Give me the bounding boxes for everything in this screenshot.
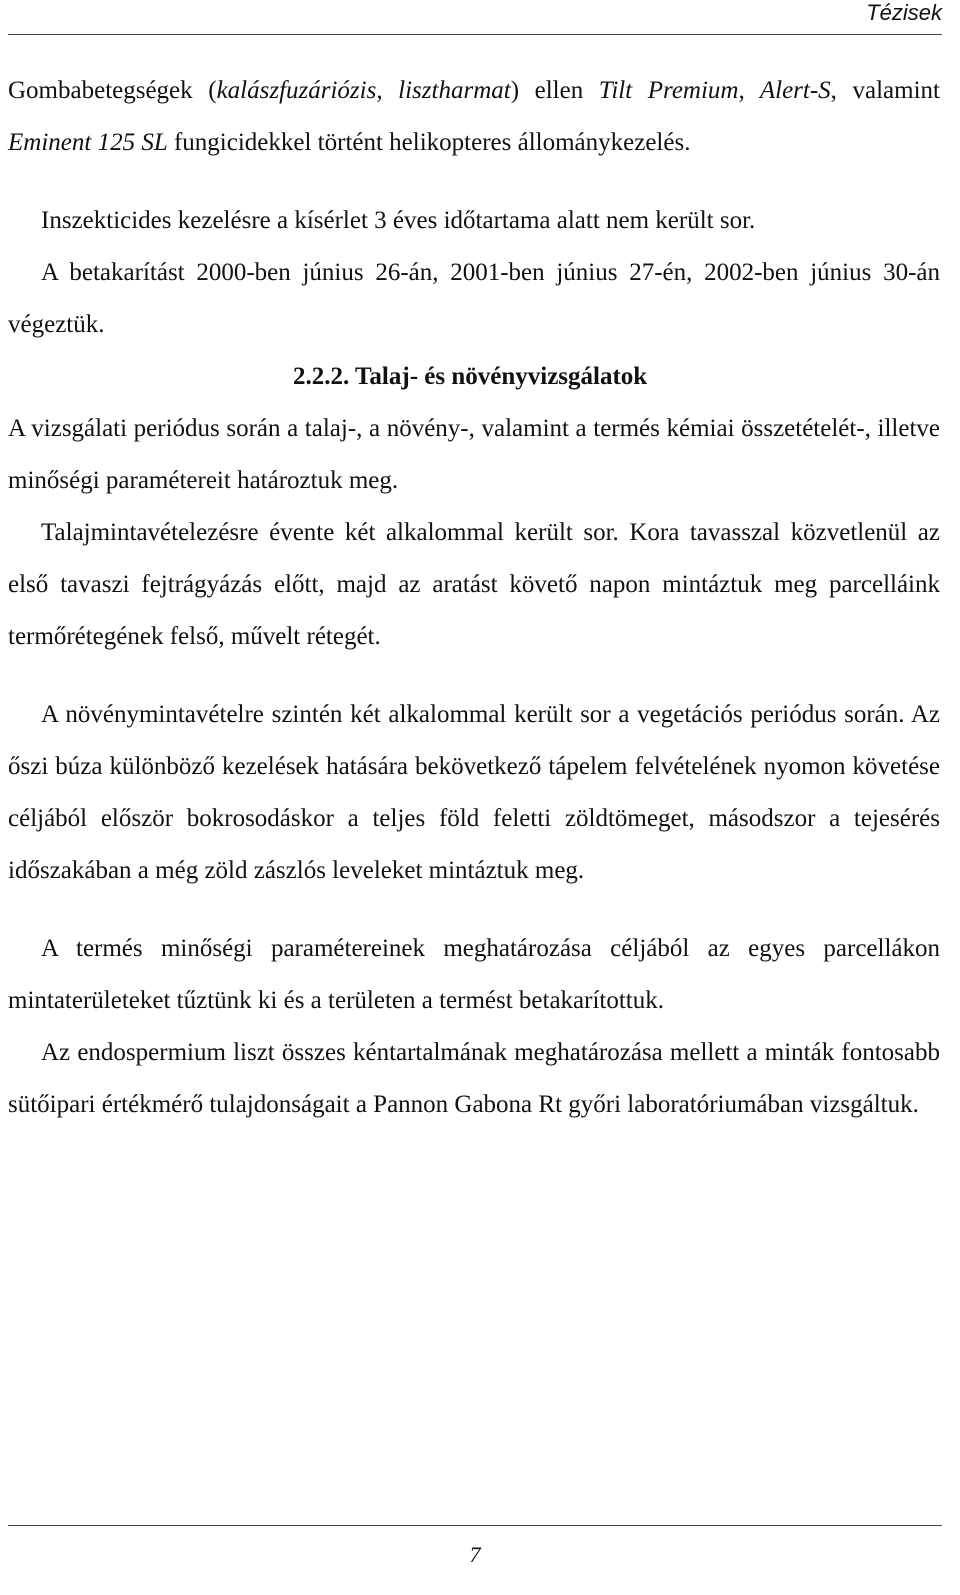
running-header xyxy=(8,0,942,35)
paragraph-harvest-dates: A betakarítást 2000-ben június 26-án, 2001-ben június 27-én, 2002-ben június 30-án végeztük. xyxy=(8,259,940,338)
text-run: ) ellen xyxy=(510,77,599,104)
italic-disease-names: kalászfuzáriózis, lisztharmat xyxy=(216,77,511,104)
text-run: , valamint xyxy=(830,77,940,104)
paragraph-yield-quality: A termés minőségi paramétereinek meghatározása céljából az egyes parcellákon mintaterületeket tűztünk ki és a területen a termést betakarítottuk. xyxy=(8,935,940,1014)
text-run: fungicidekkel történt helikopteres állománykezelés. xyxy=(167,129,691,156)
paragraph-flour-analysis: Az endospermium liszt összes kéntartalmának meghatározása mellett a minták fontosabb sütőipari értékmérő tulajdonságait a Pannon Gabona Rt győri laboratóriumában vizsgáltuk. xyxy=(8,1039,940,1118)
running-header-title: Tézisek xyxy=(866,0,942,25)
paragraph-fungicide-treatment xyxy=(8,65,940,169)
italic-product-names: Tilt Premium, Alert-S xyxy=(598,77,831,104)
italic-product-name: Eminent 125 SL xyxy=(8,129,168,156)
paragraph-soil-sampling: Talajmintavételezésre évente két alkalommal került sor. Kora tavasszal közvetlenül az első tavaszi fejtrágyázás előtt, majd az aratást követő napon mintáztuk meg parcelláink termőrétegének felső, művelt rétegét. xyxy=(8,519,940,650)
paragraph-plant-sampling: A növénymintavételre szintén két alkalommal került sor a vegetációs periódus során. Az őszi búza különböző kezelések hatására bekövetkező tápelem felvételének nyomon követése céljából először bokrosodáskor a teljes föld feletti zöldtömeget, másodszor a tejesérés időszakában a még zöld zászlós leveleket mintáztuk meg. xyxy=(8,701,940,884)
text-run: Gombabetegségek ( xyxy=(8,77,217,104)
paragraph-insecticide: Inszekticides kezelésre a kísérlet 3 éves időtartama alatt nem került sor. xyxy=(41,207,756,234)
section-heading: 2.2.2. Talaj- és növényvizsgálatok xyxy=(293,363,648,390)
body-text xyxy=(8,65,940,1131)
page-number: 7 xyxy=(469,1542,481,1567)
paragraph-study-period: A vizsgálati periódus során a talaj-, a növény-, valamint a termés kémiai összetételét-, illetve minőségi paramétereit határoztuk meg. xyxy=(8,415,940,494)
running-footer xyxy=(8,1525,942,1576)
